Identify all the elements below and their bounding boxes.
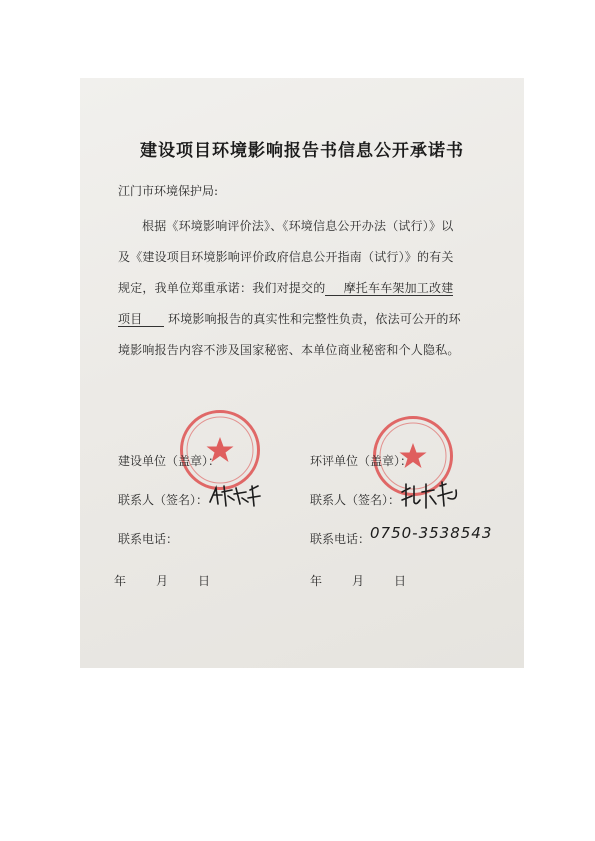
date-year: 年 [114, 574, 127, 588]
document-photo [80, 78, 524, 668]
construction-unit-seal [180, 410, 260, 490]
date-day: 日 [198, 574, 211, 588]
eia-phone-handwritten: 0750-3538543 [370, 524, 493, 542]
document-title: 建设项目环境影响报告书信息公开承诺书 [140, 141, 464, 161]
eia-contact-label: 联系人（签名）： [310, 493, 401, 507]
date-month: 月 [156, 574, 169, 588]
paragraph-line-2: 及《建设项目环境影响评价政府信息公开指南（试行）》的有关 [118, 250, 454, 264]
paragraph-line-1: 根据《环境影响评价法》、《环境信息公开办法（试行）》以 [142, 219, 454, 233]
eia-date [310, 572, 406, 589]
construction-contact-label: 联系人（签名）： [118, 493, 209, 507]
eia-phone-label: 联系电话： [310, 532, 371, 546]
date-day: 日 [394, 574, 407, 588]
addressee: 江门市环境保护局: [118, 184, 219, 198]
date-month: 月 [352, 574, 365, 588]
construction-phone-label: 联系电话： [118, 532, 179, 546]
project-name-part2: 项目 [118, 312, 164, 327]
construction-unit-label: 建设单位（盖章）： [118, 454, 221, 468]
seal-star-icon [183, 413, 257, 487]
paragraph-line-3-text: 规定，我单位郑重承诺：我们对提交的 [118, 281, 326, 295]
project-name-part1: 摩托车车架加工改建 [325, 281, 453, 296]
paragraph-line-4-text: 环境影响报告的真实性和完整性负责，依法可公开的环 [168, 312, 461, 326]
construction-date [114, 572, 210, 589]
construction-contact-signature [206, 480, 264, 510]
date-year: 年 [310, 574, 323, 588]
paragraph-line-5: 境影响报告内容不涉及国家秘密、本单位商业秘密和个人隐私。 [118, 343, 460, 357]
eia-unit-label: 环评单位（盖章）： [310, 454, 413, 468]
eia-contact-signature [398, 478, 466, 512]
paragraph-line-4 [118, 310, 493, 327]
paragraph-line-3 [118, 279, 493, 296]
